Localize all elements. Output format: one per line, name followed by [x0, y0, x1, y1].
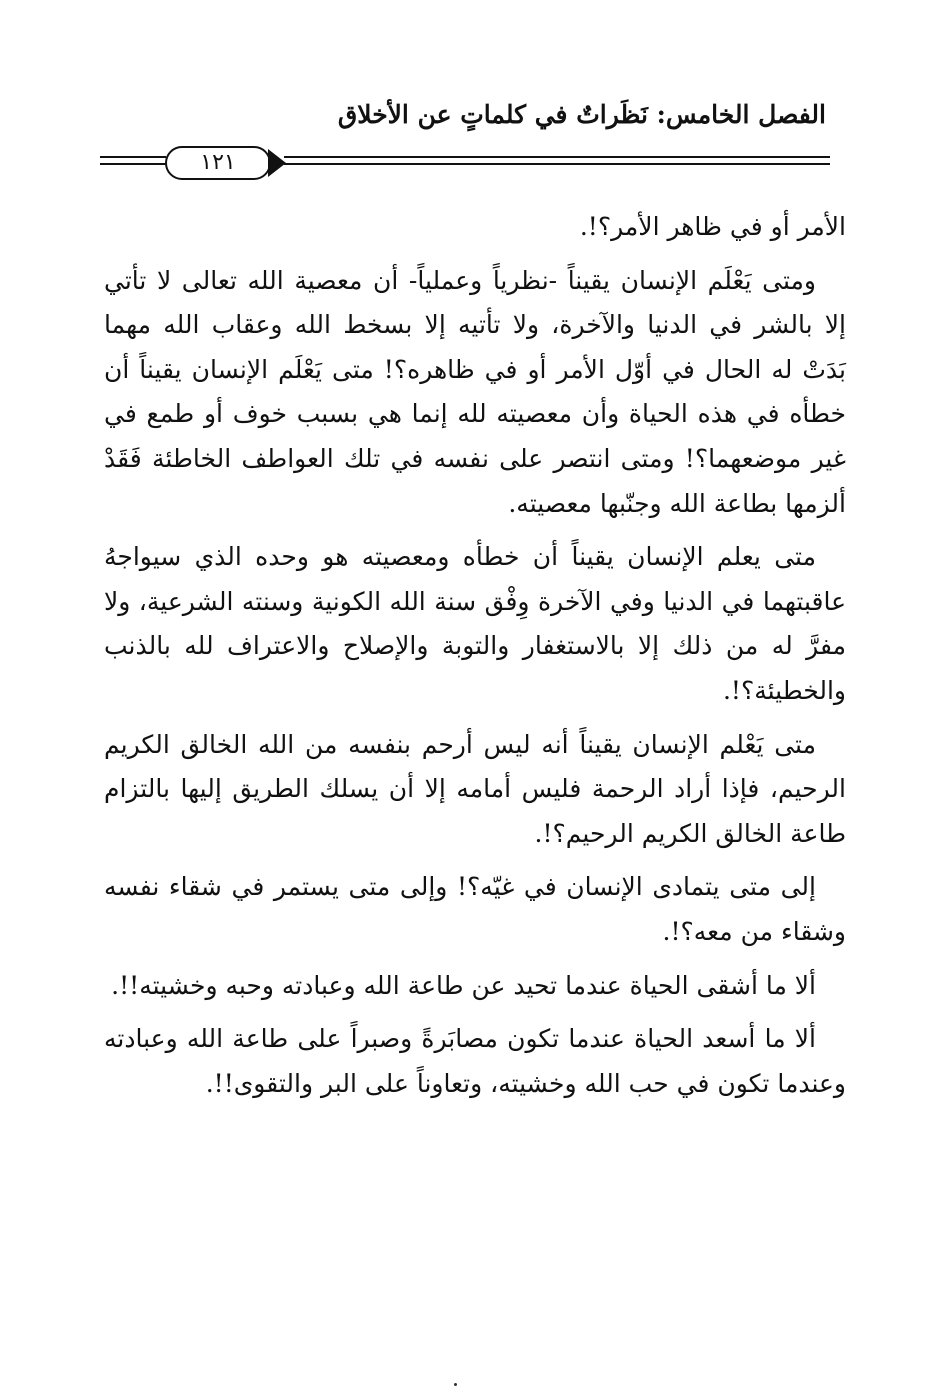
- paragraph: ألا ما أشقى الحياة عندما تحيد عن طاعة الله وعبادته وحبه وخشيته!!.: [111, 970, 816, 1000]
- chapter-title: الفصل الخامس: نَظَراتٌ في كلماتٍ عن الأخلاق: [337, 100, 826, 129]
- rule-right-bottom: [284, 163, 830, 165]
- rule-right-top: [284, 156, 830, 158]
- paragraph: إلى متى يتمادى الإنسان في غيّه؟! وإلى متى يستمر في شقاء نفسه وشقاء من معه؟!.: [104, 872, 846, 946]
- paragraph: ألا ما أسعد الحياة عندما تكون مصابَرةً وصبراً على طاعة الله وعبادته وعندما تكون في حب الله وخشيته، وتعاوناً على البر والتقوى!!.: [104, 1024, 846, 1098]
- rule-left-top: [100, 156, 166, 158]
- paragraph: متى يعلم الإنسان يقيناً أن خطأه ومعصيته هو وحده الذي سيواجهُ عاقبتهما في الدنيا وفي الآخرة وِفْق سنة الله الكونية وسنته الشرعية، ولا مفرَّ له من ذلك إلا بالاستغفار والتوبة والإصلاح والاعتراف لله بالذنب والخطيئة؟!.: [104, 542, 846, 705]
- badge-point-ornament: [268, 149, 286, 177]
- rule-left-bottom: [100, 163, 166, 165]
- page-number: ١٢١: [165, 146, 271, 180]
- main-text: [104, 205, 846, 1115]
- footer-mark: [454, 1383, 457, 1386]
- paragraph: ومتى يَعْلَم الإنسان يقيناً -نظرياً وعملياً- أن معصية الله تعالى لا تأتي إلا بالشر في الدنيا والآخرة، ولا تأتيه إلا بسخط الله وعقاب الله مهما بَدَتْ له الحال في أوّل الأمر أو في ظاهره؟! متى يَعْلَم الإنسان يقيناً أن خطأه في هذه الحياة وأن معصيته لله إنما هي بسبب خوف أو طمع في غير موضعهما؟! ومتى انتصر على نفسه في تلك العواطف الخاطئة فَقَدْ ألزمها بطاعة الله وجنّبها معصيته.: [104, 265, 846, 518]
- header-rule: [100, 146, 830, 186]
- paragraph: الأمر أو في ظاهر الأمر؟!.: [579, 212, 846, 241]
- paragraph: متى يَعْلم الإنسان يقيناً أنه ليس أرحم بنفسه من الله الخالق الكريم الرحيم، فإذا أراد الرحمة فليس أمامه إلا أن يسلك الطريق إليها بالتزام طاعة الخالق الكريم الرحيم؟!.: [104, 729, 846, 848]
